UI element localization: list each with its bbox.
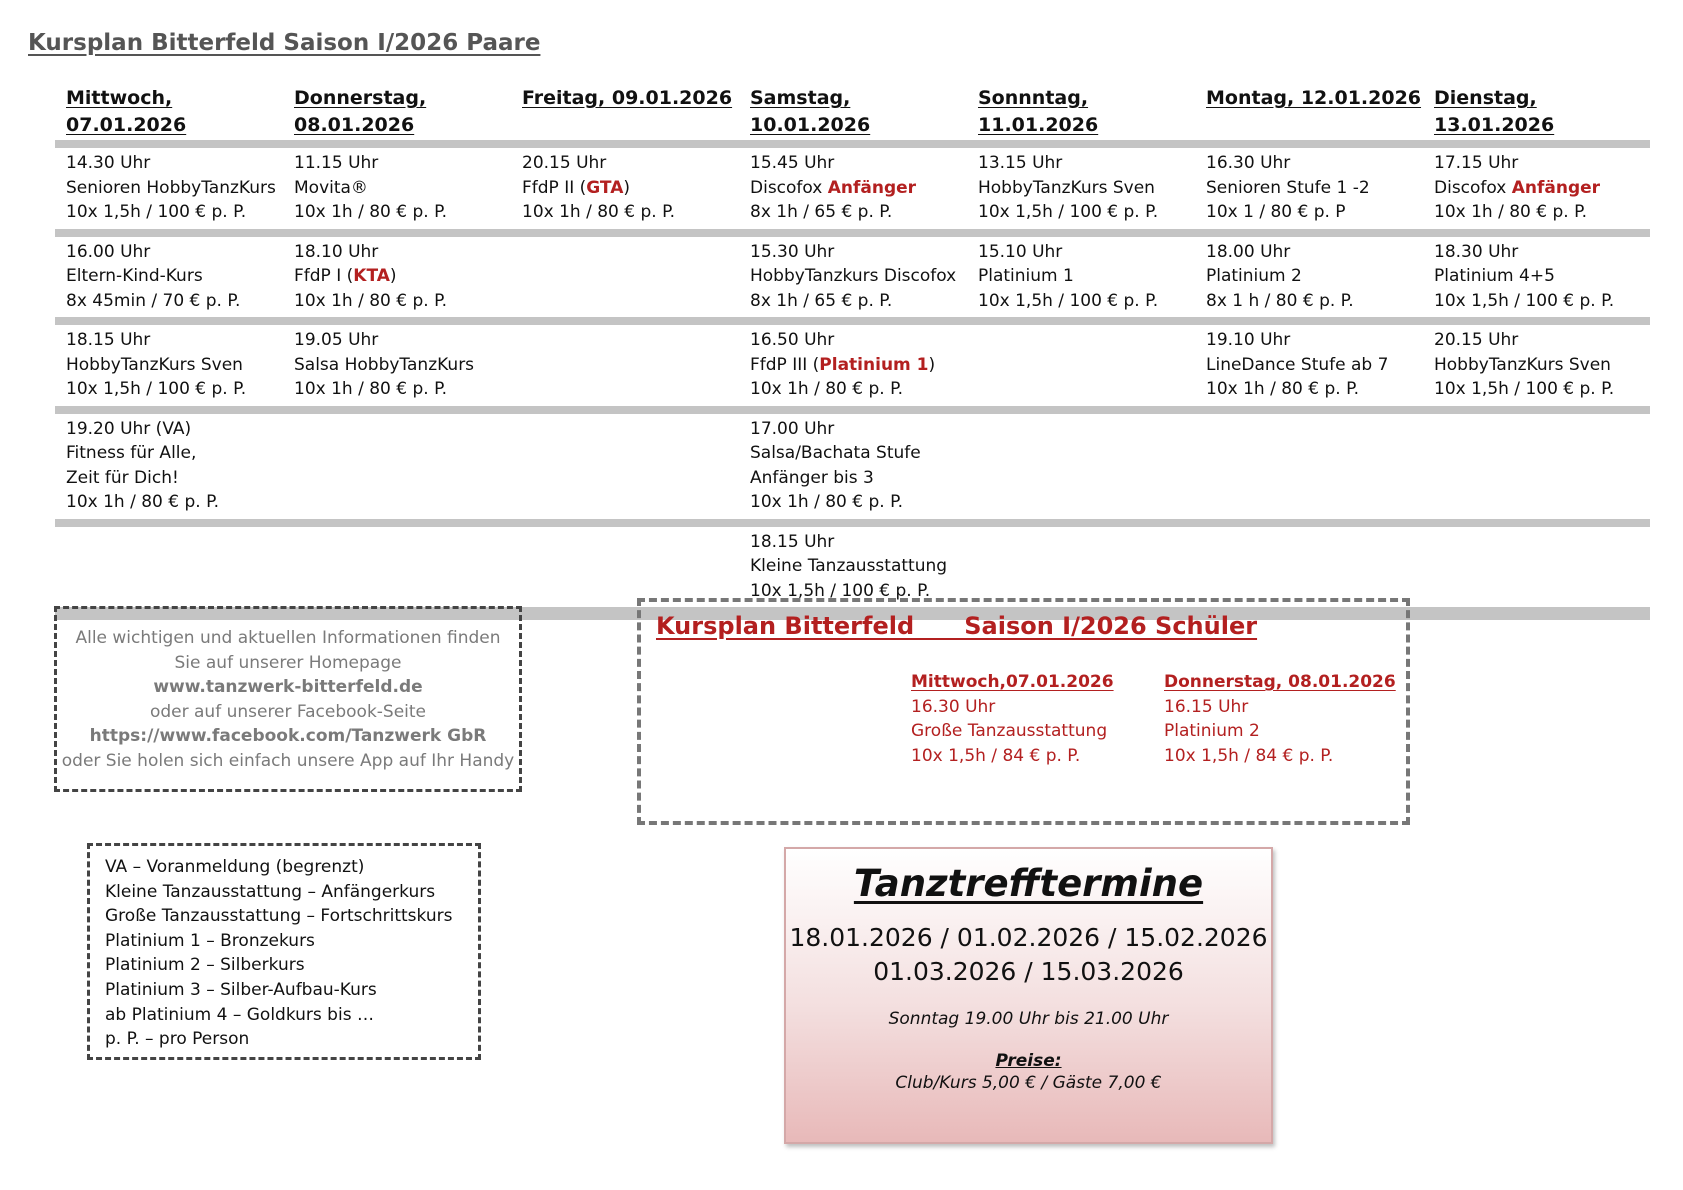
empty-cell bbox=[1423, 527, 1650, 608]
course-time: 19.05 Uhr bbox=[294, 330, 379, 350]
legend-item: p. P. – pro Person bbox=[105, 1029, 250, 1050]
day-header: Freitag, 09.01.2026 bbox=[522, 87, 733, 109]
course-time: 16.30 Uhr bbox=[1206, 153, 1291, 173]
day-header: Mittwoch, 07.01.2026 bbox=[66, 87, 187, 136]
tanztreff-time: Sonntag 19.00 Uhr bis 21.00 Uhr bbox=[888, 1009, 1169, 1029]
course-level-highlight: KTA bbox=[353, 266, 390, 286]
course-cell bbox=[283, 325, 511, 406]
course-time: 14.30 Uhr bbox=[66, 153, 151, 173]
empty-cell bbox=[511, 237, 739, 318]
course-time: 18.00 Uhr bbox=[1206, 241, 1291, 262]
course-line: 10x 1h / 80 € p. P. bbox=[1206, 379, 1360, 399]
tanztreff-dates-line: 01.03.2026 / 15.03.2026 bbox=[873, 957, 1184, 986]
schueler-day-header: Donnerstag, 08.01.2026 bbox=[1164, 672, 1396, 692]
course-line: 10x 1h / 80 € p. P. bbox=[294, 202, 448, 222]
course-cell bbox=[1423, 237, 1650, 318]
course-line: Platinium 4+5 bbox=[1434, 266, 1555, 286]
course-line: Kleine Tanzausstattung bbox=[750, 556, 948, 576]
course-cell bbox=[1423, 325, 1650, 406]
course-line: 10x 1,5h / 100 € p. P. bbox=[66, 379, 247, 399]
legend-item: Platinium 1 – Bronzekurs bbox=[105, 930, 315, 951]
schedule-table bbox=[55, 85, 1650, 620]
course-time: 16.00 Uhr bbox=[66, 241, 151, 262]
course-cell bbox=[967, 237, 1195, 318]
course-time: 15.30 Uhr bbox=[750, 241, 835, 262]
empty-cell bbox=[283, 414, 511, 519]
course-cell bbox=[511, 148, 739, 229]
day-header: Donnerstag, 08.01.2026 bbox=[294, 87, 427, 136]
empty-cell bbox=[283, 527, 511, 608]
day-header: Sonnntag, 11.01.2026 bbox=[978, 87, 1099, 136]
course-cell bbox=[283, 148, 511, 229]
facebook-link[interactable]: https://www.facebook.com/Tanzwerk GbR bbox=[89, 726, 487, 746]
legend-item: VA – Voranmeldung (begrenzt) bbox=[105, 857, 365, 877]
row-divider bbox=[55, 317, 1650, 325]
tanztreff-title: Tanztrefftermine bbox=[853, 862, 1204, 905]
course-line: 10x 1 / 80 € p. P bbox=[1206, 202, 1346, 222]
course-line: HobbyTanzkurs Discofox bbox=[750, 266, 957, 286]
course-time: 15.45 Uhr bbox=[750, 153, 835, 173]
course-cell bbox=[739, 527, 967, 608]
course-time: 20.15 Uhr bbox=[522, 153, 607, 173]
tanztreff-dates-line: 18.01.2026 / 01.02.2026 / 15.02.2026 bbox=[789, 923, 1268, 952]
schueler-day-header: Mittwoch,07.01.2026 bbox=[911, 672, 1114, 692]
page-title: Kursplan Bitterfeld Saison I/2026 Paare bbox=[28, 30, 541, 56]
row-divider bbox=[55, 519, 1650, 527]
empty-cell bbox=[967, 414, 1195, 519]
row-divider bbox=[55, 406, 1650, 414]
course-line: 10x 1h / 80 € p. P. bbox=[66, 492, 220, 512]
day-header: Montag, 12.01.2026 bbox=[1206, 87, 1422, 109]
course-time: 18.15 Uhr bbox=[750, 531, 835, 552]
course-time: 19.20 Uhr (VA) bbox=[66, 418, 192, 439]
legend-item: ab Platinium 4 – Goldkurs bis … bbox=[105, 1004, 374, 1025]
schueler-price: 10x 1,5h / 84 € p. P. bbox=[1164, 745, 1334, 766]
course-line: 10x 1,5h / 100 € p. P. bbox=[1434, 290, 1615, 311]
prices-text: Club/Kurs 5,00 € / Gäste 7,00 € bbox=[895, 1073, 1162, 1093]
course-cell bbox=[739, 325, 967, 406]
course-line: FfdP III (Platinium 1) bbox=[750, 354, 936, 375]
course-cell bbox=[967, 148, 1195, 229]
row-divider bbox=[55, 229, 1650, 237]
course-line: 10x 1,5h / 100 € p. P. bbox=[66, 202, 247, 222]
info-line: oder Sie holen sich einfach unsere App auf Ihr Handy bbox=[61, 750, 515, 771]
course-line: Salsa HobbyTanzKurs bbox=[294, 354, 475, 375]
course-level-highlight: GTA bbox=[586, 177, 624, 198]
course-time: 11.15 Uhr bbox=[294, 153, 379, 173]
course-line: 10x 1h / 80 € p. P. bbox=[294, 290, 448, 311]
schueler-time: 16.30 Uhr bbox=[911, 696, 996, 717]
course-level-highlight: Platinium 1 bbox=[819, 354, 929, 375]
course-cell bbox=[283, 237, 511, 318]
course-cell bbox=[739, 414, 967, 519]
course-line: 10x 1h / 80 € p. P. bbox=[294, 379, 448, 399]
prices-heading: Preise: bbox=[995, 1051, 1062, 1071]
course-cell bbox=[1195, 325, 1423, 406]
legend-box bbox=[87, 843, 481, 1060]
schueler-column-wednesday bbox=[911, 670, 1114, 768]
schueler-time: 16.15 Uhr bbox=[1164, 696, 1249, 717]
course-time: 17.00 Uhr bbox=[750, 418, 835, 439]
course-line: Discofox Anfänger bbox=[750, 177, 917, 198]
course-line: 10x 1,5h / 100 € p. P. bbox=[750, 580, 931, 601]
course-line: 8x 1h / 65 € p. P. bbox=[750, 202, 893, 222]
course-line: Platinium 2 bbox=[1206, 266, 1302, 286]
row-divider bbox=[55, 140, 1650, 148]
legend-item: Kleine Tanzausstattung – Anfängerkurs bbox=[105, 881, 436, 902]
course-line: HobbyTanzKurs Sven bbox=[66, 354, 243, 375]
legend-item: Große Tanzausstattung – Fortschrittskurs bbox=[105, 906, 453, 927]
course-cell bbox=[739, 237, 967, 318]
empty-cell bbox=[511, 325, 739, 406]
empty-cell bbox=[511, 527, 739, 608]
course-line: Fitness für Alle, bbox=[66, 443, 197, 463]
course-line: Senioren Stufe 1 -2 bbox=[1206, 177, 1370, 198]
course-line: Senioren HobbyTanzKurs bbox=[66, 177, 276, 198]
course-line: Platinium 1 bbox=[978, 266, 1074, 286]
course-cell bbox=[55, 148, 283, 229]
info-box bbox=[54, 606, 522, 792]
course-line: 10x 1h / 80 € p. P. bbox=[1434, 202, 1588, 222]
course-line: Eltern-Kind-Kurs bbox=[66, 266, 203, 286]
course-time: 18.15 Uhr bbox=[66, 330, 151, 350]
course-time: 18.10 Uhr bbox=[294, 241, 379, 262]
empty-cell bbox=[1423, 414, 1650, 519]
schueler-title: Kursplan Bitterfeld Saison I/2026 Schüler bbox=[656, 612, 1258, 640]
tanztreff-dates bbox=[786, 921, 1271, 989]
course-cell bbox=[55, 325, 283, 406]
empty-cell bbox=[967, 527, 1195, 608]
course-line: Discofox Anfänger bbox=[1434, 177, 1601, 198]
course-level-highlight: Anfänger bbox=[827, 177, 917, 198]
course-time: 16.50 Uhr bbox=[750, 330, 835, 350]
course-line: Zeit für Dich! bbox=[66, 467, 179, 488]
course-line: 10x 1h / 80 € p. P. bbox=[750, 492, 904, 512]
schueler-column-thursday bbox=[1164, 670, 1396, 768]
course-time: 18.30 Uhr bbox=[1434, 241, 1519, 262]
course-line: HobbyTanzKurs Sven bbox=[1434, 354, 1611, 375]
schueler-course: Große Tanzausstattung bbox=[911, 721, 1108, 741]
course-time: 15.10 Uhr bbox=[978, 241, 1063, 262]
course-time: 19.10 Uhr bbox=[1206, 330, 1291, 350]
course-line: Movita® bbox=[294, 177, 368, 198]
empty-cell bbox=[1195, 527, 1423, 608]
course-cell bbox=[739, 148, 967, 229]
course-cell bbox=[1195, 237, 1423, 318]
course-level-highlight: Anfänger bbox=[1511, 177, 1601, 198]
empty-cell bbox=[511, 414, 739, 519]
course-line: 8x 45min / 70 € p. P. bbox=[66, 290, 241, 311]
homepage-link[interactable]: www.tanzwerk-bitterfeld.de bbox=[153, 677, 423, 697]
course-time: 20.15 Uhr bbox=[1434, 330, 1519, 350]
course-time: 17.15 Uhr bbox=[1434, 153, 1519, 173]
course-line: 10x 1h / 80 € p. P. bbox=[522, 202, 676, 222]
course-cell bbox=[1423, 148, 1650, 229]
course-line: 10x 1,5h / 100 € p. P. bbox=[978, 202, 1159, 222]
empty-cell bbox=[55, 527, 283, 608]
legend-item: Platinium 3 – Silber-Aufbau-Kurs bbox=[105, 979, 377, 1000]
course-line: 8x 1 h / 80 € p. P. bbox=[1206, 290, 1354, 311]
legend-item: Platinium 2 – Silberkurs bbox=[105, 955, 305, 976]
course-line: FfdP I (KTA) bbox=[294, 266, 397, 286]
schueler-price: 10x 1,5h / 84 € p. P. bbox=[911, 745, 1081, 766]
course-line: 10x 1,5h / 100 € p. P. bbox=[1434, 379, 1615, 399]
course-line: 10x 1h / 80 € p. P. bbox=[750, 379, 904, 399]
schueler-course: Platinium 2 bbox=[1164, 721, 1260, 741]
course-line: HobbyTanzKurs Sven bbox=[978, 177, 1155, 198]
course-time: 13.15 Uhr bbox=[978, 153, 1063, 173]
course-line: Salsa/Bachata Stufe bbox=[750, 443, 921, 463]
course-line: FfdP II (GTA) bbox=[522, 177, 631, 198]
course-cell bbox=[1195, 148, 1423, 229]
empty-cell bbox=[967, 325, 1195, 406]
course-cell bbox=[55, 414, 283, 519]
course-line: 10x 1,5h / 100 € p. P. bbox=[978, 290, 1159, 311]
tanztreff-box bbox=[784, 847, 1273, 1144]
info-line: oder auf unserer Facebook-Seite bbox=[149, 701, 427, 722]
empty-cell bbox=[1195, 414, 1423, 519]
course-cell bbox=[55, 237, 283, 318]
course-line: 8x 1h / 65 € p. P. bbox=[750, 290, 893, 311]
schueler-box bbox=[637, 598, 1410, 825]
course-line: Anfänger bis 3 bbox=[750, 467, 874, 488]
info-line: Sie auf unserer Homepage bbox=[174, 652, 402, 673]
info-line: Alle wichtigen und aktuellen Informationen finden bbox=[75, 628, 501, 648]
day-header: Dienstag, 13.01.2026 bbox=[1434, 87, 1555, 136]
course-line: LineDance Stufe ab 7 bbox=[1206, 354, 1389, 375]
day-header: Samstag, 10.01.2026 bbox=[750, 87, 871, 136]
